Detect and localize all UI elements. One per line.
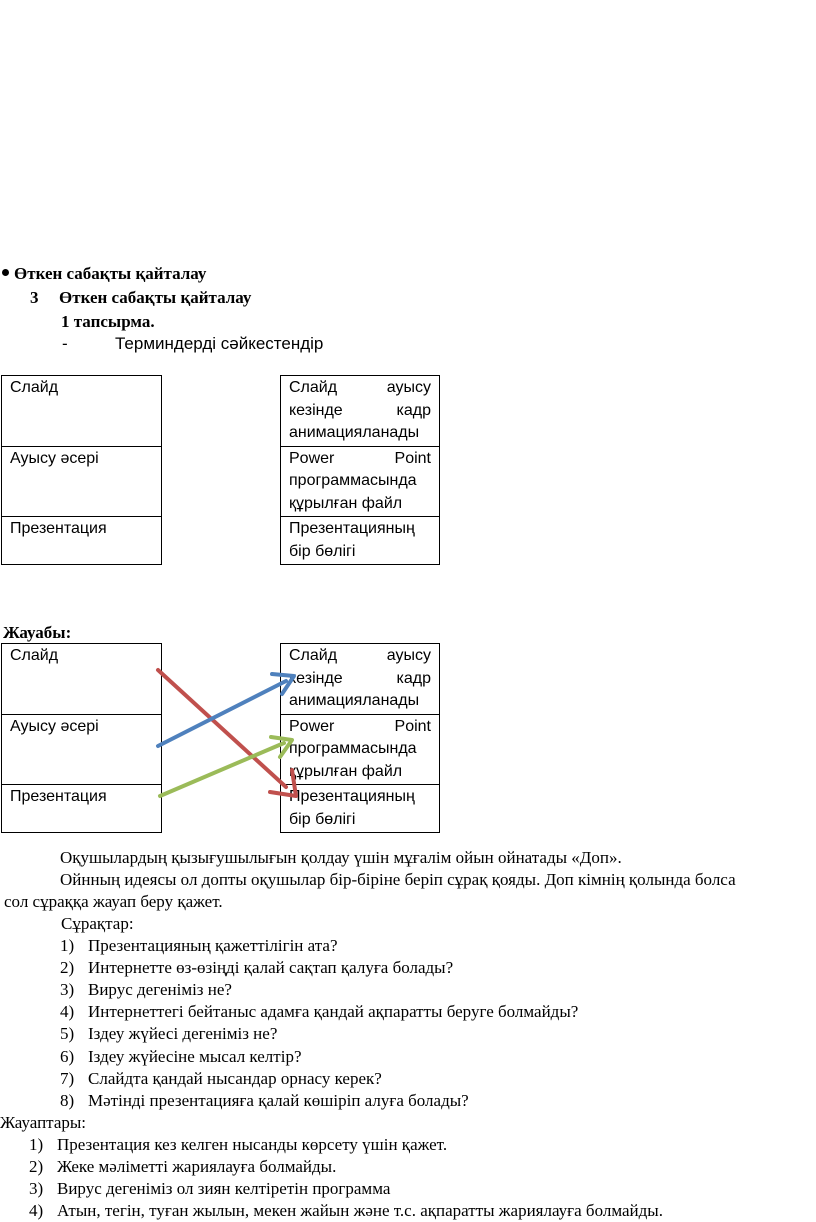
term-text: Презентация bbox=[10, 520, 107, 537]
game-description-line: сол сұраққа жауап беру қажет. bbox=[4, 892, 223, 911]
list-text: Іздеу жүйесі дегеніміз не? bbox=[88, 1024, 278, 1044]
question-item bbox=[60, 979, 232, 1001]
blue-arrow bbox=[158, 674, 294, 746]
step-title: Өткен сабақты қайталау bbox=[59, 288, 252, 307]
list-text: Атын, тегін, туған жылын, мекен жайын және т.с. ақпаратты жариялауға болмайды. bbox=[57, 1201, 663, 1221]
term-text: Ауысу әсері bbox=[10, 717, 99, 735]
answer-item bbox=[29, 1178, 390, 1200]
definition-line: Слайд ауысу bbox=[289, 379, 431, 396]
definition-line: Презентацияның bbox=[289, 788, 415, 805]
definition-line: бір бөлігі bbox=[289, 542, 356, 560]
list-number: 3) bbox=[29, 1179, 44, 1199]
definition-line: программасында bbox=[289, 472, 417, 489]
questions-label: Сұрақтар: bbox=[61, 914, 134, 933]
answer-item bbox=[29, 1200, 663, 1222]
dash-marker: - bbox=[62, 334, 68, 353]
list-number: 6) bbox=[60, 1046, 75, 1066]
list-text: Презентацияның қажеттілігін ата? bbox=[88, 936, 338, 955]
list-number: 4) bbox=[29, 1201, 44, 1221]
answer-item bbox=[29, 1156, 336, 1178]
question-item bbox=[60, 1001, 578, 1023]
green-arrow bbox=[160, 737, 292, 796]
list-text: Іздеу жүйесіне мысал келтір? bbox=[88, 1046, 302, 1066]
list-text: Жеке мәліметті жариялауға болмайды. bbox=[57, 1157, 337, 1177]
term-text: Слайд bbox=[10, 647, 59, 664]
answers-label: Жауаптары: bbox=[0, 1113, 87, 1132]
definition-line: Power Point bbox=[289, 717, 431, 735]
list-text: Вирус дегеніміз не? bbox=[88, 980, 232, 1000]
definition-line: құрылған файл bbox=[289, 762, 403, 780]
list-number: 2) bbox=[60, 958, 75, 978]
list-text: Слайдта қандай нысандар орнасу керек? bbox=[88, 1068, 382, 1088]
step-number: 3 bbox=[30, 288, 39, 307]
term-text: Слайд bbox=[10, 379, 59, 396]
answer-item bbox=[29, 1134, 447, 1156]
definition-line: Презентацияның bbox=[289, 520, 415, 537]
definition-line: анимацияланады bbox=[289, 424, 420, 441]
definition-line: кезінде кадр bbox=[289, 669, 431, 687]
answer-label: Жауабы: bbox=[3, 623, 72, 642]
list-number: 8) bbox=[60, 1090, 75, 1110]
list-number: 5) bbox=[60, 1024, 75, 1044]
term-text: Ауысу әсері bbox=[10, 449, 99, 467]
list-number: 1) bbox=[29, 1135, 44, 1154]
game-description-line: Оқушылардың қызығушылығын қолдау үшін мұғалім ойын ойнатады «Доп». bbox=[60, 848, 622, 867]
question-item bbox=[60, 1090, 469, 1112]
list-text: Мәтінді презентацияға қалай көшіріп алуға болады? bbox=[88, 1090, 469, 1110]
task-label: 1 тапсырма. bbox=[61, 312, 155, 331]
question-item bbox=[60, 1023, 277, 1045]
list-number: 4) bbox=[60, 1002, 75, 1022]
section-title: Өткен сабақты қайталау bbox=[14, 264, 207, 283]
list-number: 1) bbox=[60, 936, 75, 955]
question-item bbox=[60, 935, 338, 957]
question-item bbox=[60, 1068, 382, 1090]
definition-line: кезінде кадр bbox=[289, 401, 431, 419]
list-number: 2) bbox=[29, 1157, 44, 1177]
list-text: Интернеттегі бейтаныс адамға қандай ақпаратты беруге болмайды? bbox=[88, 1002, 579, 1022]
list-text: Интернетте өз-өзіңді қалай сақтап қалуға болады? bbox=[88, 958, 454, 978]
list-number: 7) bbox=[60, 1068, 75, 1088]
definition-line: бір бөлігі bbox=[289, 810, 356, 828]
instruction-text: Терминдерді сәйкестендір bbox=[115, 334, 324, 353]
definition-line: Power Point bbox=[289, 449, 431, 467]
term-text: Презентация bbox=[10, 788, 107, 805]
definition-line: программасында bbox=[289, 740, 417, 757]
definition-line: анимацияланады bbox=[289, 692, 420, 709]
game-description-line: Ойнның идеясы ол допты оқушылар бір-біріне беріп сұрақ қояды. Доп кімнің қолында болса bbox=[60, 870, 736, 889]
list-number: 3) bbox=[60, 980, 75, 1000]
definition-line: Слайд ауысу bbox=[289, 647, 431, 664]
red-arrow bbox=[158, 670, 296, 796]
question-item bbox=[60, 957, 453, 979]
definition-line: құрылған файл bbox=[289, 494, 403, 512]
list-text: Презентация кез келген нысанды көрсету үшін қажет. bbox=[57, 1135, 448, 1154]
question-item bbox=[60, 1046, 302, 1068]
list-text: Вирус дегеніміз ол зиян келтіретін программа bbox=[57, 1179, 391, 1199]
